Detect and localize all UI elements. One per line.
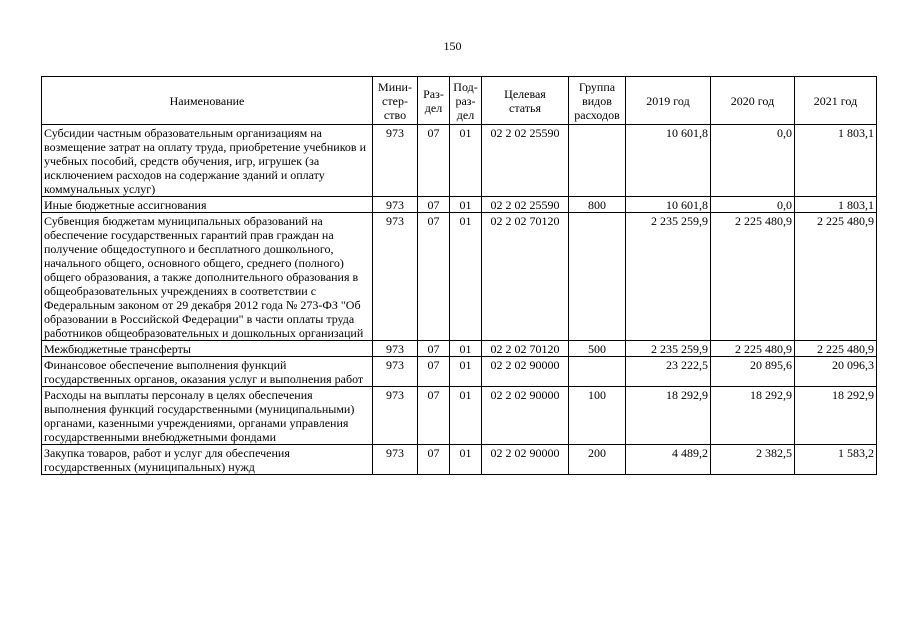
cell-target: 02 2 02 90000 [482, 445, 569, 475]
page-number: 150 [443, 39, 462, 53]
cell-section: 07 [418, 387, 450, 445]
cell-ministry: 973 [373, 387, 418, 445]
cell-2021: 18 292,9 [795, 387, 877, 445]
cell-2019: 2 235 259,9 [626, 341, 711, 357]
cell-subsection: 01 [450, 213, 482, 341]
cell-name: Иные бюджетные ассигнования [42, 197, 373, 213]
cell-name: Расходы на выплаты персоналу в целях обеспечения выполнения функций государственными (муниципальными) органами, казенными учреждениями, органами управления государственными внебюджетными фондами [42, 387, 373, 445]
budget-table [41, 76, 877, 475]
table-row [42, 341, 877, 357]
col-header-name: Наименование [42, 77, 373, 125]
cell-subsection: 01 [450, 445, 482, 475]
cell-subsection: 01 [450, 341, 482, 357]
cell-2019: 10 601,8 [626, 197, 711, 213]
table-row [42, 125, 877, 197]
col-header-target: Целевая статья [482, 77, 569, 125]
cell-ministry: 973 [373, 125, 418, 197]
cell-name: Финансовое обеспечение выполнения функций государственных органов, оказания услуг и выполнения работ [42, 357, 373, 387]
table-row [42, 445, 877, 475]
cell-ministry: 973 [373, 341, 418, 357]
cell-section: 07 [418, 445, 450, 475]
cell-group: 500 [569, 341, 626, 357]
cell-section: 07 [418, 213, 450, 341]
cell-group [569, 213, 626, 341]
cell-2020: 0,0 [711, 197, 795, 213]
cell-section: 07 [418, 357, 450, 387]
table-row [42, 197, 877, 213]
cell-subsection: 01 [450, 357, 482, 387]
cell-subsection: 01 [450, 387, 482, 445]
table-header-row [42, 77, 877, 125]
cell-target: 02 2 02 25590 [482, 197, 569, 213]
cell-target: 02 2 02 70120 [482, 213, 569, 341]
col-header-group: Группа видов расходов [569, 77, 626, 125]
cell-2020: 2 225 480,9 [711, 213, 795, 341]
cell-2020: 20 895,6 [711, 357, 795, 387]
col-header-ministry: Мини- стер- ство [373, 77, 418, 125]
cell-ministry: 973 [373, 357, 418, 387]
cell-2021: 1 583,2 [795, 445, 877, 475]
col-header-section: Раз- дел [418, 77, 450, 125]
cell-ministry: 973 [373, 213, 418, 341]
cell-2020: 0,0 [711, 125, 795, 197]
col-header-2021: 2021 год [795, 77, 877, 125]
cell-ministry: 973 [373, 445, 418, 475]
cell-group [569, 125, 626, 197]
cell-target: 02 2 02 25590 [482, 125, 569, 197]
table-row [42, 387, 877, 445]
cell-target: 02 2 02 90000 [482, 387, 569, 445]
table-row [42, 213, 877, 341]
col-header-2019: 2019 год [626, 77, 711, 125]
cell-2019: 10 601,8 [626, 125, 711, 197]
cell-2020: 2 225 480,9 [711, 341, 795, 357]
cell-2021: 1 803,1 [795, 197, 877, 213]
cell-name: Закупка товаров, работ и услуг для обеспечения государственных (муниципальных) нужд [42, 445, 373, 475]
cell-2019: 18 292,9 [626, 387, 711, 445]
cell-target: 02 2 02 90000 [482, 357, 569, 387]
cell-2021: 20 096,3 [795, 357, 877, 387]
cell-section: 07 [418, 341, 450, 357]
cell-subsection: 01 [450, 197, 482, 213]
cell-2019: 23 222,5 [626, 357, 711, 387]
cell-subsection: 01 [450, 125, 482, 197]
col-header-subsection: Под- раз- дел [450, 77, 482, 125]
cell-target: 02 2 02 70120 [482, 341, 569, 357]
cell-name: Субвенция бюджетам муниципальных образований на обеспечение государственных гарантий прав граждан на получение общедоступного и бесплатного дошкольного, начального общего, основного общего, среднего (полного) общего образования, а также дополнительного образования в общеобразовательных учреждениях в соответствии с Федеральным законом от 29 декабря 2012 года № 273-ФЗ "Об образовании в Российской Федерации" в части оплаты труда работников общеобразовательных и дошкольных организаций [42, 213, 373, 341]
cell-2021: 1 803,1 [795, 125, 877, 197]
cell-name: Субсидии частным образовательным организациям на возмещение затрат на оплату труда, приобретение учебников и учебных пособий, средств обучения, игр, игрушек (за исключением расходов на содержание зданий и оплату коммунальных услуг) [42, 125, 373, 197]
table-row [42, 357, 877, 387]
cell-2019: 4 489,2 [626, 445, 711, 475]
cell-2019: 2 235 259,9 [626, 213, 711, 341]
cell-2021: 2 225 480,9 [795, 213, 877, 341]
cell-2020: 18 292,9 [711, 387, 795, 445]
cell-ministry: 973 [373, 197, 418, 213]
cell-group: 200 [569, 445, 626, 475]
cell-group: 800 [569, 197, 626, 213]
col-header-2020: 2020 год [711, 77, 795, 125]
cell-section: 07 [418, 125, 450, 197]
cell-section: 07 [418, 197, 450, 213]
cell-2021: 2 225 480,9 [795, 341, 877, 357]
cell-2020: 2 382,5 [711, 445, 795, 475]
cell-name: Межбюджетные трансферты [42, 341, 373, 357]
cell-group [569, 357, 626, 387]
cell-group: 100 [569, 387, 626, 445]
